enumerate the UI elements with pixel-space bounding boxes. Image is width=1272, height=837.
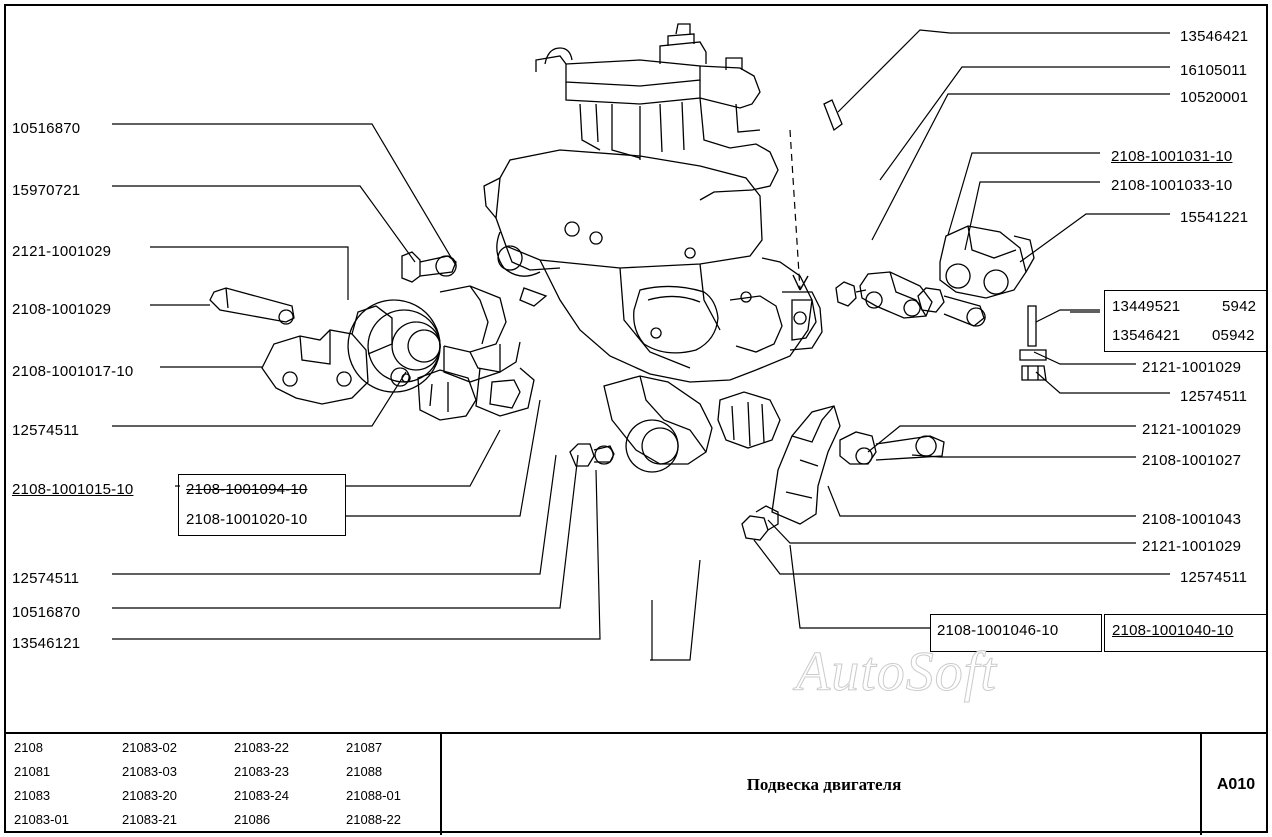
part-label: 12574511 [12,422,80,439]
part-label: 10516870 [12,120,81,137]
model-code: 21088 [346,764,383,779]
model-code: 21083-01 [14,812,69,827]
part-label: 12574511 [1180,569,1248,586]
part-label: 2121-1001029 [1142,359,1242,376]
model-column [122,736,177,832]
model-column [346,736,401,832]
part-label: 13449521 [1112,298,1181,315]
part-label: 2121-1001029 [12,243,112,260]
diagram-title: Подвеска двигателя [746,774,902,794]
part-label: 2108-1001046-10 [937,622,1059,639]
part-label: 16105011 [1180,62,1248,79]
model-code: 21086 [234,812,271,827]
model-column [14,736,69,832]
part-label: 2108-1001017-10 [12,363,134,380]
part-label: 2108-1001029 [12,301,112,318]
part-label: 2108-1001033-10 [1111,177,1233,194]
part-label: 2108-1001043 [1142,511,1242,528]
part-label: 15970721 [12,182,81,199]
model-code: 21088-01 [346,788,401,803]
part-label: 2108-1001027 [1142,452,1242,469]
part-label-superseded: 2108-1001094-10 [186,481,308,498]
part-label-highlighted: 2108-1001031-10 [1111,148,1233,165]
model-code: 21083-24 [234,788,289,803]
watermark: AutoSoft [796,641,997,703]
part-label: 2108-1001020-10 [186,511,308,528]
part-label: 12574511 [1180,388,1248,405]
model-code: 21083-22 [234,740,289,755]
part-quantity: 05942 [1212,327,1255,344]
part-quantity: 5942 [1222,298,1257,315]
part-label: 10516870 [12,604,81,621]
part-label: 15541221 [1180,209,1249,226]
part-label: 12574511 [12,570,80,587]
model-code: 21088-22 [346,812,401,827]
model-code: 21083-21 [122,812,177,827]
part-label-highlighted: 2108-1001015-10 [12,481,134,498]
title-block [4,732,1268,833]
model-code: 21083-23 [234,764,289,779]
part-label: 13546121 [12,635,81,652]
part-label: 2121-1001029 [1142,421,1242,438]
part-label: 10520001 [1180,89,1249,106]
model-code: 21083 [14,788,51,803]
model-code: 21087 [346,740,383,755]
model-code: 21083-20 [122,788,177,803]
model-code: 21081 [14,764,51,779]
title-block-divider [440,734,442,835]
model-code: 21083-03 [122,764,177,779]
model-code: 2108 [14,740,43,755]
part-label-highlighted: 2108-1001040-10 [1112,622,1234,639]
part-label: 2121-1001029 [1142,538,1242,555]
model-column [234,736,289,832]
model-code: 21083-02 [122,740,177,755]
sheet-code: A010 [1216,775,1256,793]
applicable-models-list [10,736,440,835]
part-label: 13546421 [1112,327,1181,344]
part-label: 13546421 [1180,28,1249,45]
